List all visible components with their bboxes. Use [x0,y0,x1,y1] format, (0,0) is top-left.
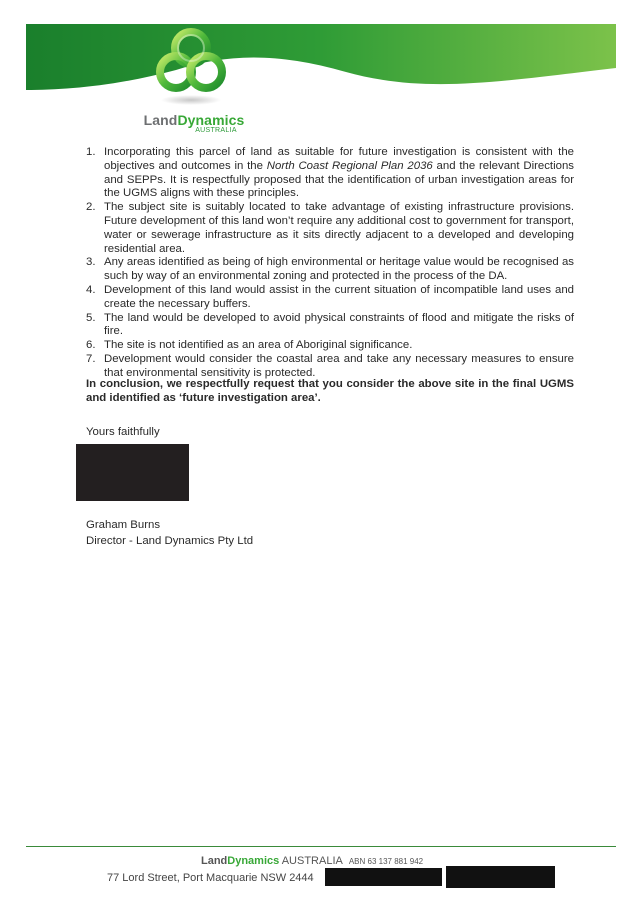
list-item [86,146,574,201]
list-item-text: Any areas identified as being of high environmental or heritage value would be recognised as such by way of an environmental zoning and protected in the process of the DA. [104,256,574,283]
brand-land: Land [143,112,178,128]
list-item [86,201,574,256]
list-item [86,312,574,340]
header-banner [26,24,616,94]
footer-brand-land: Land [201,855,228,867]
list-item-number: 6. [86,339,96,352]
list-item-text: Development of this land would assist in the current situation of incompatible land uses and create the necessary buffers. [104,283,574,310]
footer-divider [26,846,616,847]
footer-brand-dynamics: Dynamics [227,855,280,867]
conclusion-paragraph: In conclusion, we respectfully request that you consider the above site in the final UGMS and identified as ‘future investigation area’. [86,378,574,404]
list-item-number: 3. [86,256,96,269]
signer-name: Graham Burns [86,519,161,531]
brand-wordmark [134,112,254,134]
land-dynamics-logo-icon [152,26,230,106]
signer-block [86,517,253,549]
list-item-number: 4. [86,283,96,296]
brand-sub: AUSTRALIA [195,127,237,134]
list-item-text: Development would consider the coastal area and take any necessary measures to ensure that environmental sensitivity is protected. [104,352,574,379]
list-item-number: 7. [86,352,96,365]
signer-title: Director - Land Dynamics Pty Ltd [86,535,254,547]
list-item-number: 2. [86,201,96,214]
list-item-text: The subject site is suitably located to take advantage of existing infrastructure provisions. Future development of this land won’t require any additional cost to government for transport, water or sewerage infrastructure as it sits directly adjacent to a developed and developing residential area. [104,201,574,255]
redacted-contact-2 [446,866,555,888]
list-item-text: The land would be developed to avoid physical constraints of flood and mitigate the risks of fire. [104,311,574,338]
redacted-contact-1 [325,868,442,886]
brand-name [134,112,254,128]
list-item-text-end: and the relevant Directions and SEPPs. It is respectfully proposed that the identification of urban investigation areas for the UGMS aligns with these principles. [104,159,574,200]
list-item-emphasis: North Coast Regional Plan 2036 [266,159,433,172]
footer-brand-australia: AUSTRALIA [279,855,343,867]
footer-abn: ABN 63 137 881 942 [348,857,424,866]
points-list [86,146,574,381]
list-item-number: 5. [86,311,96,324]
list-item-text: The site is not identified as an area of Aboriginal significance. [104,339,413,352]
list-item-number: 1. [86,146,96,158]
list-item [86,339,574,353]
list-item [86,284,574,312]
footer-address: 77 Lord Street, Port Macquarie NSW 2444 [107,872,314,884]
redacted-signature [76,444,189,501]
closing-salutation: Yours faithfully [86,426,160,438]
footer-brand [201,855,423,867]
list-item-text: Incorporating this parcel of land as suitable for future investigation is consistent with the objectives and outcomes in the [104,146,574,172]
list-item [86,256,574,284]
brand-dynamics: Dynamics [177,112,245,128]
